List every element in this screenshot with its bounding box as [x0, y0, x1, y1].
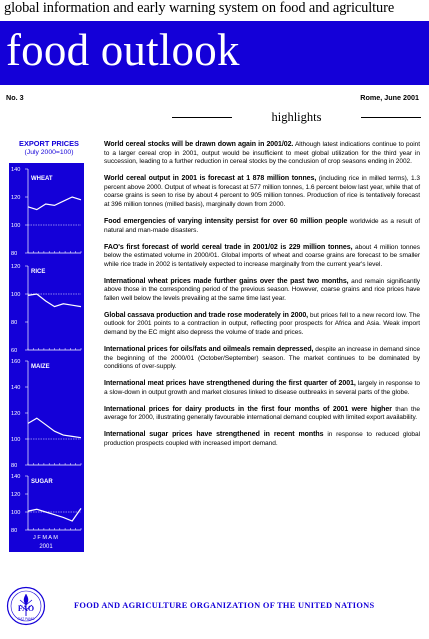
highlight-item	[104, 431, 420, 448]
series-line	[28, 418, 81, 438]
y-tick-label: 60	[11, 348, 18, 355]
highlight-body: but prices fell to a new record low. The outlook for 2001 points to a contraction in output, reflecting poor prospects for Africa and Asia. Weak import demand by the EC might also depress the volume of trade and prices.	[104, 311, 420, 337]
series-line	[28, 294, 81, 307]
highlight-item	[104, 406, 420, 423]
y-tick-label: 100	[11, 510, 21, 517]
y-tick-label: 80	[11, 251, 18, 258]
highlight-body: than the average for 2000, illustrating generally favourable international demand coupled with limited export availability.	[104, 405, 421, 422]
highlight-item	[104, 141, 420, 167]
chart-title: WHEAT	[31, 176, 53, 182]
y-tick-label: 80	[11, 320, 18, 327]
highlight-lead: International prices for dairy products in the first four months of 2001 were higher	[104, 405, 392, 413]
y-tick-label: 120	[11, 195, 21, 202]
y-tick-label: 100	[11, 437, 21, 444]
organization-name: FOOD AND AGRICULTURE ORGANIZATION OF THE UNITED NATIONS	[74, 601, 375, 610]
highlight-lead: International prices for oils/fats and oilmeals remain depressed,	[104, 346, 314, 354]
highlight-lead: International meat prices have strengthened during the first quarter of 2001,	[104, 380, 356, 388]
series-line	[28, 197, 81, 210]
chart-title: RICE	[31, 269, 46, 275]
fao-logo-icon	[6, 586, 46, 626]
highlight-item	[104, 175, 420, 209]
highlight-item	[104, 278, 420, 304]
issue-number: No. 3	[6, 93, 24, 102]
section-heading	[172, 110, 421, 124]
export-price-charts	[9, 163, 84, 552]
chart-title: MAIZE	[31, 364, 50, 370]
highlight-lead: International wheat prices made further gains over the past two months,	[104, 277, 349, 285]
series-line	[28, 508, 81, 521]
y-tick-label: 100	[11, 292, 21, 299]
title-banner	[0, 21, 429, 85]
highlight-lead: World cereal output in 2001 is forecast at 1 878 million tonnes,	[104, 175, 317, 183]
logo-motto: FIAT PANIS	[17, 617, 35, 621]
highlight-lead: FAO's first forecast of world cereal trade in 2001/02 is 229 million tonnes,	[104, 243, 353, 251]
highlight-item	[104, 346, 420, 372]
publication-title: food outlook	[6, 25, 240, 75]
sidebar-title: EXPORT PRICES	[19, 139, 79, 148]
divider	[172, 117, 232, 118]
highlight-body: (including rice in milled terms), 1.3 percent above 2000. Output of wheat is forecast at 577 million tonnes, 1.6 percent below last year, while that of coarse grains is seen to rise by about 4 percent to 905 million tonnes. Production of rice is tentatively forecast at 396 million tonnes (milled basis), marginally down from 2000.	[104, 175, 420, 208]
tagline: global information and early warning system on food and agriculture	[4, 0, 395, 16]
y-tick-label: 140	[11, 167, 21, 174]
highlights-list	[104, 141, 420, 457]
sidebar-subtitle: (July 2000=100)	[24, 149, 74, 156]
highlight-body: Although latest indications continue to point to a larger cereal crop in 2001, output would be insufficient to meet global utilization for the third year in succession, leading to a further reduction in cereal stocks by the conclusion of crop seasons ending in 2002.	[104, 141, 420, 166]
export-prices-panel	[9, 163, 84, 552]
highlight-body: about 4 million tonnes below the estimated volume in 2000/01. Global imports of wheat and coarse grains are forecast to be smaller while rice trade in 2002 is tentatively expected to increase marginally from the current year's level.	[104, 243, 420, 268]
section-title: highlights	[271, 110, 322, 124]
y-tick-label: 160	[11, 359, 21, 366]
highlight-lead: International sugar prices have strengthened in recent months	[104, 431, 324, 439]
logo-text: FAO	[17, 604, 35, 613]
y-tick-label: 120	[11, 264, 21, 271]
highlight-item	[104, 380, 420, 397]
x-tick-labels: J F M A M	[33, 535, 58, 541]
highlight-item	[104, 312, 420, 338]
highlight-body: in response to reduced global production prospects coupled with increased import demand.	[104, 431, 420, 447]
highlight-item	[104, 244, 420, 270]
highlight-item	[104, 218, 420, 235]
y-tick-label: 120	[11, 492, 21, 499]
issue-date: Rome, June 2001	[360, 93, 419, 102]
highlight-body: largely in response to a slow-down in output growth and market closures linked to disease outbreaks in several parts of the globe.	[104, 380, 420, 396]
y-tick-label: 140	[11, 474, 21, 481]
highlight-body: worldwide as a result of natural and man-made disasters.	[104, 217, 420, 234]
highlight-body: despite an increase in demand since the beginning of the 2000/01 (October/September) season. The market continues to be dominated by conditions of over-supply.	[104, 346, 420, 371]
highlight-lead: Food emergencies of varying intensity persist for over 60 million people	[104, 217, 348, 225]
divider	[361, 117, 421, 118]
highlight-lead: World cereal stocks will be drawn down again in 2001/02.	[104, 141, 294, 148]
y-tick-label: 100	[11, 223, 21, 230]
chart-title: SUGAR	[31, 479, 53, 485]
highlight-body: and remain significantly above those in the corresponding period of the previous season. However, coarse grains and rice prices have fallen well below the levels prevailing at the same time last year.	[104, 277, 420, 302]
y-tick-label: 80	[11, 528, 18, 535]
y-tick-label: 140	[11, 385, 21, 392]
x-axis-year: 2001	[39, 544, 53, 550]
y-tick-label: 120	[11, 411, 21, 418]
y-tick-label: 80	[11, 463, 18, 470]
highlight-lead: Global cassava production and trade rose moderately in 2000,	[104, 311, 309, 319]
